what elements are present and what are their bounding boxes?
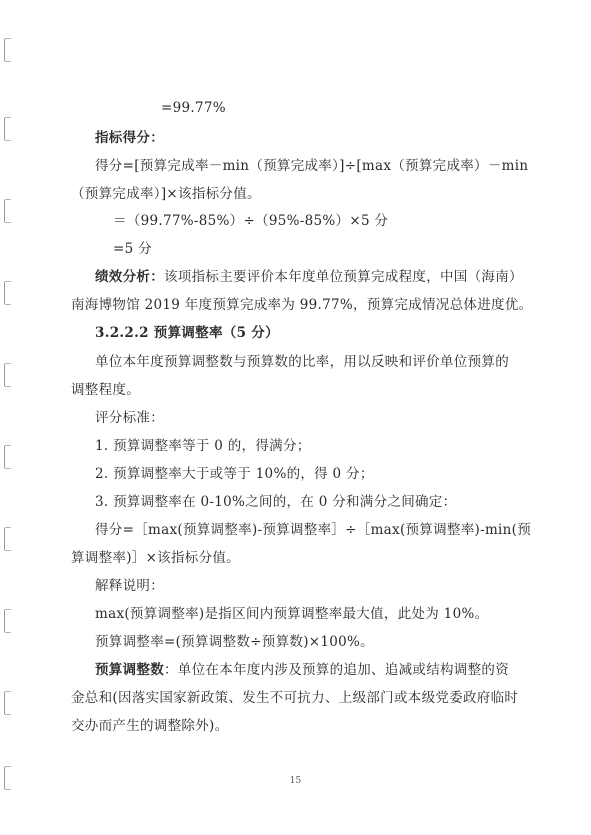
formula-line: 得分=[预算完成率－min（预算完成率）]÷[max（预算完成率）－min xyxy=(95,158,529,174)
criteria-item-3: 3. 预算调整率在 0-10%之间的，在 0 分和满分之间确定： xyxy=(95,494,457,510)
adjustment-label: 预算调整数 xyxy=(95,662,164,678)
adjustment-definition-cont: 金总和(因落实国家新政策、发生不可抗力、上级部门或本级党委政府临时 xyxy=(71,690,519,706)
criteria-item-2: 2. 预算调整率大于或等于 10%的，得 0 分； xyxy=(95,466,374,482)
analysis-label: 绩效分析： xyxy=(95,269,164,285)
calculation-result: =5 分 xyxy=(113,241,152,257)
binding-mark xyxy=(4,609,11,633)
score-formula-line: 得分=［max(预算调整率)-预算调整率］÷［max(预算调整率)-min(预 xyxy=(95,522,532,538)
binding-mark xyxy=(4,363,11,387)
section-heading: 3.2.2.2 预算调整率（5 分） xyxy=(95,325,279,341)
adjustment-rate-formula: 预算调整率=(预算调整数÷预算数)×100%。 xyxy=(95,634,374,650)
calculation-line: ＝（99.77%-85%）÷（95%-85%）×5 分 xyxy=(113,213,389,229)
binding-mark xyxy=(4,445,11,469)
criteria-item-1: 1. 预算调整率等于 0 的，得满分； xyxy=(95,438,311,454)
explanation-line: max(预算调整率)是指区间内预算调整率最大值，此处为 10%。 xyxy=(95,606,489,622)
page-number: 15 xyxy=(289,776,302,786)
result-line: =99.77% xyxy=(161,100,226,116)
formula-line-cont: （预算完成率）]×该指标分值。 xyxy=(71,186,261,202)
criteria-heading: 评分标准： xyxy=(95,410,164,426)
adjustment-definition-line xyxy=(95,661,509,679)
explanation-heading: 解释说明： xyxy=(95,578,164,594)
binding-mark xyxy=(4,117,11,141)
binding-mark xyxy=(4,38,11,62)
analysis-line xyxy=(95,268,523,286)
analysis-line-cont: 南海博物馆 2019 年度预算完成率为 99.77%，预算完成情况总体进度优。 xyxy=(71,297,533,313)
section-label-score: 指标得分： xyxy=(95,130,164,146)
analysis-text: 该项指标主要评价本年度单位预算完成程度，中国（海南） xyxy=(164,269,523,285)
binding-mark xyxy=(4,527,11,551)
adjustment-definition-end: 交办而产生的调整除外)。 xyxy=(71,718,229,734)
score-formula-cont: 算调整率)］×该指标分值。 xyxy=(71,550,240,566)
paragraph-line: 单位本年度预算调整数与预算数的比率，用以反映和评价单位预算的 xyxy=(95,354,509,370)
binding-mark xyxy=(4,199,11,223)
binding-mark xyxy=(4,691,11,715)
paragraph-line-cont: 调整程度。 xyxy=(71,382,140,398)
adjustment-text: ：单位在本年度内涉及预算的追加、追减或结构调整的资 xyxy=(164,662,509,678)
binding-mark xyxy=(4,281,11,305)
